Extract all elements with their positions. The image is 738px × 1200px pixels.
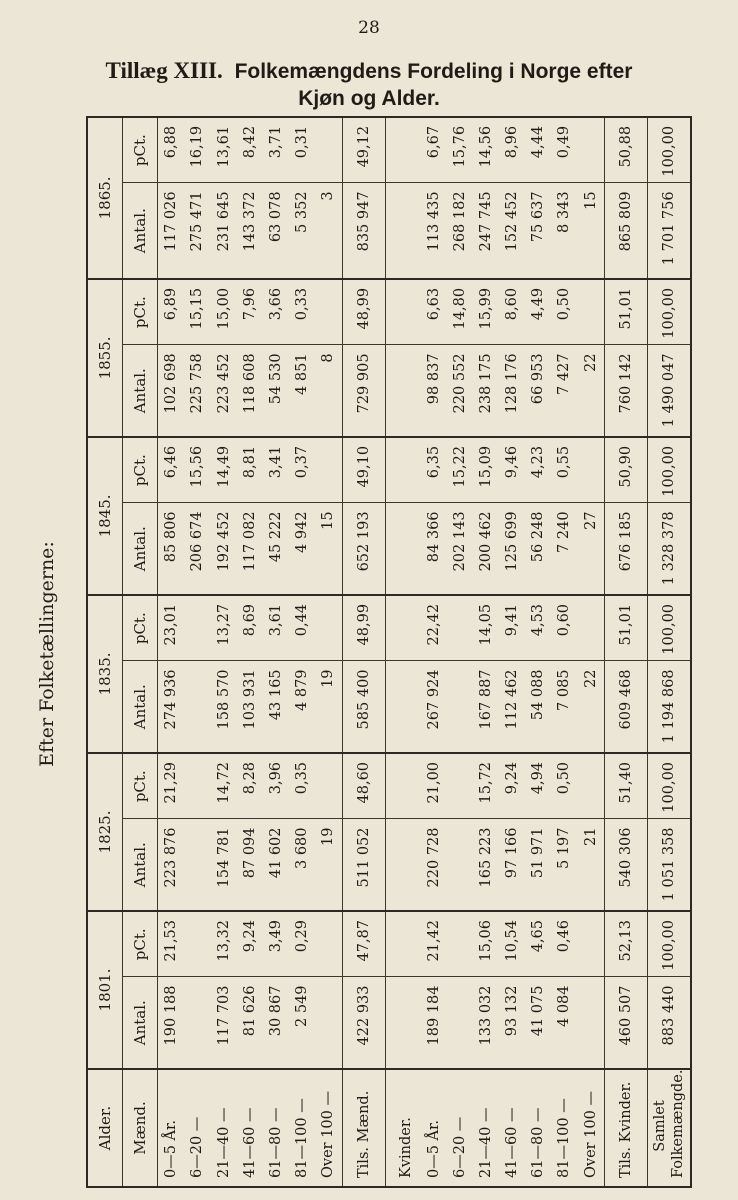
antal-cell: 87 094 [237, 819, 263, 911]
subheader-row [123, 117, 158, 1187]
pct-cell: 4,94 [525, 753, 551, 819]
title-main: Folkemængdens Fordeling i Norge efter [234, 60, 633, 83]
pct-cell: 8,60 [499, 279, 525, 345]
table-row [421, 117, 447, 1187]
total-antal-cell: 422 933 [342, 977, 385, 1069]
pct-cell: 13,61 [211, 117, 237, 183]
total-antal-cell: 835 947 [342, 183, 385, 279]
antal-cell: 206 674 [184, 503, 210, 595]
table-row [473, 117, 499, 1187]
antal-cell: 158 570 [211, 661, 237, 753]
pct-cell: 15,06 [473, 911, 499, 977]
antal-cell: 85 806 [158, 503, 185, 595]
age-label: 0—5 År. [421, 1069, 447, 1187]
pct-cell: 6,89 [158, 279, 185, 345]
antal-cell: 41 075 [525, 977, 551, 1069]
antal-cell: 220 552 [447, 345, 473, 437]
antal-cell: 275 471 [184, 183, 210, 279]
population-table [86, 116, 692, 1188]
maend-total-row [342, 117, 385, 1187]
antal-cell: 223 876 [158, 819, 185, 911]
total-pct-cell: 49,10 [342, 437, 385, 503]
age-label: 0—5 År. [158, 1069, 185, 1187]
antal-cell: 8 [315, 345, 342, 437]
year-header: 1855. [87, 279, 123, 437]
antal-cell: 3 680 [289, 819, 315, 911]
pct-cell: 15,76 [447, 117, 473, 183]
antal-cell [447, 819, 473, 911]
samlet-antal-cell: 1 328 378 [648, 503, 692, 595]
pct-cell: 8,69 [237, 595, 263, 661]
antal-header: Antal. [123, 819, 158, 911]
pct-cell: 3,61 [263, 595, 289, 661]
pct-cell: 0,60 [551, 595, 577, 661]
pct-cell: 0,44 [289, 595, 315, 661]
samlet-row [648, 117, 692, 1187]
pct-cell: 0,50 [551, 279, 577, 345]
total-pct-cell: 52,13 [605, 911, 648, 977]
antal-cell: 54 530 [263, 345, 289, 437]
samlet-antal-cell: 1 194 868 [648, 661, 692, 753]
pct-cell [184, 911, 210, 977]
antal-cell: 200 462 [473, 503, 499, 595]
antal-cell: 63 078 [263, 183, 289, 279]
pct-cell [578, 753, 605, 819]
antal-cell: 247 745 [473, 183, 499, 279]
antal-cell: 66 953 [525, 345, 551, 437]
pct-cell: 4,44 [525, 117, 551, 183]
total-antal-cell: 676 185 [605, 503, 648, 595]
maend-header: Mænd. [123, 1069, 158, 1187]
pct-cell: 3,66 [263, 279, 289, 345]
antal-cell: 8 343 [551, 183, 577, 279]
pct-cell: 3,49 [263, 911, 289, 977]
antal-cell: 21 [578, 819, 605, 911]
total-pct-cell: 49,12 [342, 117, 385, 183]
antal-cell: 81 626 [237, 977, 263, 1069]
antal-cell: 84 366 [421, 503, 447, 595]
table-row [447, 117, 473, 1187]
year-header: 1845. [87, 437, 123, 595]
pct-cell: 15,72 [473, 753, 499, 819]
table-row [315, 117, 342, 1187]
pct-cell [578, 911, 605, 977]
year-header: 1865. [87, 117, 123, 279]
samlet-pct-cell: 100,00 [648, 911, 692, 977]
pct-header: pCt. [123, 595, 158, 661]
side-caption-text: Efter Folketællingerne: [36, 541, 58, 767]
antal-cell [447, 977, 473, 1069]
side-caption [20, 120, 74, 1188]
antal-cell: 220 728 [421, 819, 447, 911]
antal-cell [578, 977, 605, 1069]
antal-cell: 19 [315, 661, 342, 753]
empty-cell [385, 819, 421, 911]
total-pct-cell: 51,40 [605, 753, 648, 819]
antal-cell: 117 082 [237, 503, 263, 595]
pct-cell: 9,46 [499, 437, 525, 503]
antal-cell: 7 085 [551, 661, 577, 753]
empty-cell [385, 437, 421, 503]
pct-cell: 14,80 [447, 279, 473, 345]
antal-cell: 202 143 [447, 503, 473, 595]
samlet-label-line2: Folkemængde. [670, 1069, 686, 1178]
antal-header: Antal. [123, 345, 158, 437]
antal-cell: 128 176 [499, 345, 525, 437]
year-header: 1825. [87, 753, 123, 911]
pct-cell: 4,53 [525, 595, 551, 661]
antal-cell: 112 462 [499, 661, 525, 753]
pct-cell: 7,96 [237, 279, 263, 345]
pct-cell [184, 595, 210, 661]
table-body [158, 117, 692, 1187]
table-row [211, 117, 237, 1187]
antal-cell: 15 [578, 183, 605, 279]
antal-cell: 190 188 [158, 977, 185, 1069]
table-row [158, 117, 185, 1187]
antal-cell: 22 [578, 345, 605, 437]
antal-cell: 274 936 [158, 661, 185, 753]
antal-cell: 45 222 [263, 503, 289, 595]
samlet-pct-cell: 100,00 [648, 117, 692, 183]
pct-cell: 10,54 [499, 911, 525, 977]
pct-cell: 9,24 [499, 753, 525, 819]
antal-header: Antal. [123, 977, 158, 1069]
pct-header: pCt. [123, 437, 158, 503]
antal-cell: 54 088 [525, 661, 551, 753]
antal-cell: 238 175 [473, 345, 499, 437]
year-header: 1835. [87, 595, 123, 753]
total-pct-cell: 50,88 [605, 117, 648, 183]
empty-cell [385, 977, 421, 1069]
pct-cell: 4,49 [525, 279, 551, 345]
samlet-antal-cell: 1 490 047 [648, 345, 692, 437]
pct-cell [315, 911, 342, 977]
total-antal-cell: 760 142 [605, 345, 648, 437]
pct-cell: 21,00 [421, 753, 447, 819]
antal-cell: 51 971 [525, 819, 551, 911]
antal-cell: 19 [315, 819, 342, 911]
antal-cell: 167 887 [473, 661, 499, 753]
age-label: 21—40 — [473, 1069, 499, 1187]
antal-cell: 143 372 [237, 183, 263, 279]
antal-cell: 22 [578, 661, 605, 753]
samlet-antal-cell: 883 440 [648, 977, 692, 1069]
pct-cell: 21,53 [158, 911, 185, 977]
table-row [525, 117, 551, 1187]
antal-cell: 93 132 [499, 977, 525, 1069]
pct-cell: 21,42 [421, 911, 447, 977]
antal-cell: 4 851 [289, 345, 315, 437]
alder-header: Alder. [87, 1069, 123, 1187]
total-pct-cell: 51,01 [605, 595, 648, 661]
pct-cell: 0,33 [289, 279, 315, 345]
pct-cell: 16,19 [184, 117, 210, 183]
pct-cell [315, 279, 342, 345]
antal-header: Antal. [123, 183, 158, 279]
antal-cell: 189 184 [421, 977, 447, 1069]
table-row [551, 117, 577, 1187]
pct-cell [578, 595, 605, 661]
total-pct-cell: 47,87 [342, 911, 385, 977]
age-label: Over 100 — [315, 1069, 342, 1187]
antal-cell: 192 452 [211, 503, 237, 595]
year-header: 1801. [87, 911, 123, 1069]
antal-cell: 154 781 [211, 819, 237, 911]
kvinder-total-row [605, 117, 648, 1187]
antal-cell: 118 608 [237, 345, 263, 437]
samlet-antal-cell: 1 051 358 [648, 819, 692, 911]
samlet-antal-cell: 1 701 756 [648, 183, 692, 279]
empty-cell [385, 595, 421, 661]
pct-cell: 15,22 [447, 437, 473, 503]
samlet-pct-cell: 100,00 [648, 279, 692, 345]
antal-cell: 113 435 [421, 183, 447, 279]
antal-cell: 267 924 [421, 661, 447, 753]
pct-cell: 14,72 [211, 753, 237, 819]
antal-cell: 43 165 [263, 661, 289, 753]
pct-cell: 13,27 [211, 595, 237, 661]
pct-cell: 4,23 [525, 437, 551, 503]
samlet-label [648, 1069, 692, 1187]
pct-cell: 6,35 [421, 437, 447, 503]
age-label: 21—40 — [211, 1069, 237, 1187]
antal-cell: 225 758 [184, 345, 210, 437]
pct-cell: 8,42 [237, 117, 263, 183]
pct-cell: 0,35 [289, 753, 315, 819]
pct-cell: 8,81 [237, 437, 263, 503]
total-antal-cell: 729 905 [342, 345, 385, 437]
antal-cell [184, 819, 210, 911]
antal-cell [447, 661, 473, 753]
antal-cell: 117 026 [158, 183, 185, 279]
pct-cell [578, 437, 605, 503]
samlet-label-line1: Samlet [652, 1100, 668, 1152]
table-row [263, 117, 289, 1187]
antal-cell: 7 427 [551, 345, 577, 437]
population-table-frame [86, 118, 692, 1188]
pct-cell: 13,32 [211, 911, 237, 977]
empty-cell [385, 183, 421, 279]
age-label: 61—80 — [263, 1069, 289, 1187]
table-row [578, 117, 605, 1187]
antal-cell: 223 452 [211, 345, 237, 437]
title-line-2: Kjøn og Alder. [298, 87, 440, 110]
antal-cell: 41 602 [263, 819, 289, 911]
pct-cell: 4,65 [525, 911, 551, 977]
section-header-row [385, 117, 421, 1187]
pct-header: pCt. [123, 279, 158, 345]
table-row [237, 117, 263, 1187]
total-pct-cell: 48,99 [342, 595, 385, 661]
page-number: 28 [358, 18, 380, 38]
antal-cell: 5 197 [551, 819, 577, 911]
antal-cell [315, 977, 342, 1069]
pct-cell: 14,05 [473, 595, 499, 661]
pct-cell: 3,96 [263, 753, 289, 819]
antal-cell: 4 942 [289, 503, 315, 595]
antal-cell: 2 549 [289, 977, 315, 1069]
total-antal-cell: 511 052 [342, 819, 385, 911]
antal-cell: 7 240 [551, 503, 577, 595]
pct-cell [315, 437, 342, 503]
antal-cell [184, 977, 210, 1069]
pct-cell [578, 279, 605, 345]
year-header-row [87, 117, 123, 1187]
age-label: 61—80 — [525, 1069, 551, 1187]
age-label: 41—60 — [499, 1069, 525, 1187]
pct-cell: 15,99 [473, 279, 499, 345]
pct-cell: 0,37 [289, 437, 315, 503]
pct-cell: 0,55 [551, 437, 577, 503]
total-label: Tils. Mænd. [342, 1069, 385, 1187]
total-antal-cell: 609 468 [605, 661, 648, 753]
empty-cell [385, 117, 421, 183]
total-antal-cell: 460 507 [605, 977, 648, 1069]
pct-cell: 0,31 [289, 117, 315, 183]
pct-cell: 9,24 [237, 911, 263, 977]
pct-cell: 0,49 [551, 117, 577, 183]
antal-cell: 75 637 [525, 183, 551, 279]
pct-header: pCt. [123, 117, 158, 183]
pct-cell: 0,29 [289, 911, 315, 977]
antal-header: Antal. [123, 661, 158, 753]
antal-cell: 97 166 [499, 819, 525, 911]
empty-cell [385, 345, 421, 437]
pct-cell [315, 117, 342, 183]
pct-cell: 23,01 [158, 595, 185, 661]
empty-cell [385, 753, 421, 819]
antal-cell: 15 [315, 503, 342, 595]
antal-header: Antal. [123, 503, 158, 595]
pct-cell: 14,49 [211, 437, 237, 503]
pct-cell [315, 595, 342, 661]
antal-cell: 268 182 [447, 183, 473, 279]
antal-cell: 165 223 [473, 819, 499, 911]
antal-cell: 117 703 [211, 977, 237, 1069]
total-pct-cell: 48,99 [342, 279, 385, 345]
antal-cell: 30 867 [263, 977, 289, 1069]
pct-cell [447, 753, 473, 819]
rotated-table-wrapper [86, 118, 692, 1188]
section-label: Kvinder. [385, 1069, 421, 1187]
table-row [499, 117, 525, 1187]
total-antal-cell: 585 400 [342, 661, 385, 753]
age-label: Over 100 — [578, 1069, 605, 1187]
pct-cell: 6,67 [421, 117, 447, 183]
total-antal-cell: 652 193 [342, 503, 385, 595]
antal-cell: 98 837 [421, 345, 447, 437]
total-pct-cell: 48,60 [342, 753, 385, 819]
pct-cell: 6,88 [158, 117, 185, 183]
age-label: 81—100 — [289, 1069, 315, 1187]
pct-header: pCt. [123, 911, 158, 977]
appendix-label: Tillæg XIII. [105, 58, 223, 83]
total-label: Tils. Kvinder. [605, 1069, 648, 1187]
pct-cell: 22,42 [421, 595, 447, 661]
antal-cell: 3 [315, 183, 342, 279]
antal-cell: 231 645 [211, 183, 237, 279]
pct-cell: 9,41 [499, 595, 525, 661]
empty-cell [385, 279, 421, 345]
antal-cell: 102 698 [158, 345, 185, 437]
pct-cell: 6,63 [421, 279, 447, 345]
pct-cell: 3,71 [263, 117, 289, 183]
page-title [0, 58, 738, 84]
antal-cell [184, 661, 210, 753]
pct-cell: 15,56 [184, 437, 210, 503]
total-antal-cell: 865 809 [605, 183, 648, 279]
antal-cell: 152 452 [499, 183, 525, 279]
samlet-pct-cell: 100,00 [648, 595, 692, 661]
pct-cell: 8,96 [499, 117, 525, 183]
pct-cell: 0,46 [551, 911, 577, 977]
age-label: 6—20 — [184, 1069, 210, 1187]
antal-cell: 125 699 [499, 503, 525, 595]
age-label: 41—60 — [237, 1069, 263, 1187]
antal-cell: 133 032 [473, 977, 499, 1069]
total-pct-cell: 51,01 [605, 279, 648, 345]
antal-cell: 4 879 [289, 661, 315, 753]
antal-cell: 103 931 [237, 661, 263, 753]
antal-cell: 27 [578, 503, 605, 595]
pct-cell [578, 117, 605, 183]
samlet-pct-cell: 100,00 [648, 437, 692, 503]
empty-cell [385, 661, 421, 753]
total-antal-cell: 540 306 [605, 819, 648, 911]
pct-cell: 15,15 [184, 279, 210, 345]
pct-cell: 8,28 [237, 753, 263, 819]
age-label: 81—100 — [551, 1069, 577, 1187]
total-pct-cell: 50,90 [605, 437, 648, 503]
pct-cell: 15,00 [211, 279, 237, 345]
pct-cell: 15,09 [473, 437, 499, 503]
pct-cell: 6,46 [158, 437, 185, 503]
age-label: 6—20 — [447, 1069, 473, 1187]
pct-cell: 21,29 [158, 753, 185, 819]
antal-cell: 4 084 [551, 977, 577, 1069]
pct-cell [184, 753, 210, 819]
table-row [289, 117, 315, 1187]
antal-cell: 5 352 [289, 183, 315, 279]
pct-cell: 3,41 [263, 437, 289, 503]
samlet-pct-cell: 100,00 [648, 753, 692, 819]
pct-cell [447, 911, 473, 977]
antal-cell: 56 248 [525, 503, 551, 595]
pct-cell: 14,56 [473, 117, 499, 183]
pct-header: pCt. [123, 753, 158, 819]
pct-cell [315, 753, 342, 819]
pct-cell: 0,50 [551, 753, 577, 819]
table-row [184, 117, 210, 1187]
pct-cell [447, 595, 473, 661]
empty-cell [385, 503, 421, 595]
empty-cell [385, 911, 421, 977]
